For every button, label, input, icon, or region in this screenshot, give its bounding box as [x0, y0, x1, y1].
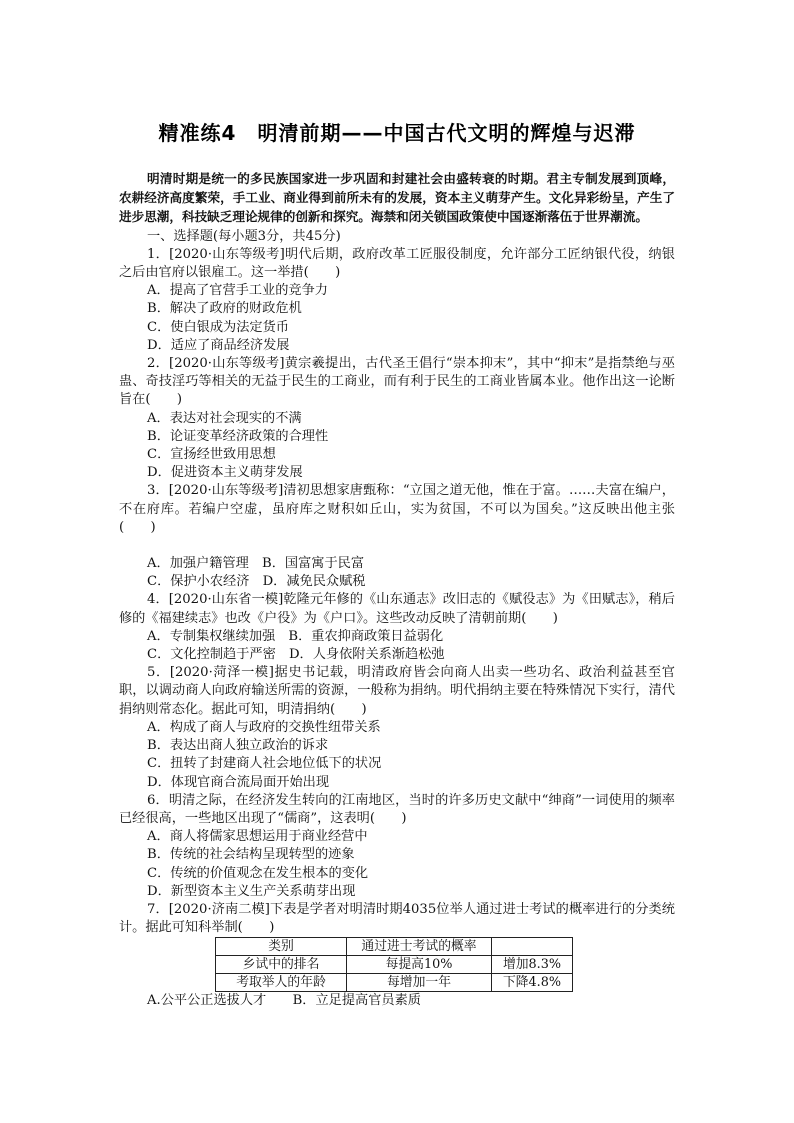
option-ab: A．专制集权继续加强 B．重农抑商政策日益弱化: [147, 628, 444, 644]
option-d: D．体现官商合流局面开始出现: [147, 774, 330, 790]
statistics-table: [215, 937, 573, 992]
option-a: A．构成了商人与政府的交换性纽带关系: [147, 719, 381, 735]
option-c: C．宣扬经世致用思想: [147, 447, 276, 463]
option-b: B．传统的社会结构呈现转型的迹象: [147, 847, 355, 863]
question-1: [119, 246, 675, 355]
question-2: [119, 355, 675, 482]
table-cell: 乡试中的排名: [216, 956, 347, 974]
spacer: [119, 537, 675, 555]
option-d: D．适应了商品经济发展: [147, 337, 290, 353]
option-cd: C．保护小农经济 D．减免民众赋税: [147, 574, 366, 590]
question-stem: 3．[2020·山东等级考]清初思想家唐甄称：“立国之道无他，惟在于富。……夫富在编户，不在府库。若编户空虚，虽府库之财积如丘山，实为贫国，不可以为国矣。”这反映出他主张( ): [119, 483, 675, 535]
question-stem: 5．[2020·菏泽一模]据史书记载，明清政府皆会向商人出卖一些功名、政治利益甚至官职，以调动商人向政府输送所需的资源，一般称为捐纳。明代捐纳主要在特殊情况下实行，清代捐纳则常态化。据此可知，明清捐纳( ): [119, 665, 675, 717]
table-cell: 考取举人的年龄: [216, 974, 347, 992]
option-c: C．使白银成为法定货币: [147, 319, 289, 335]
question-stem: 4．[2020·山东省一模]乾隆元年修的《山东通志》改旧志的《赋役志》为《田赋志》，稍后修的《福建续志》也改《户役》为《户口》。这些改动反映了清朝前期( ): [119, 592, 675, 626]
question-4: [119, 591, 675, 664]
table-header-cell: 通过进士考试的概率: [347, 938, 492, 956]
table-header-cell: [492, 938, 573, 956]
option-d: D．新型资本主义生产关系萌芽出现: [147, 883, 356, 899]
table-row: [216, 956, 573, 974]
option-a: A．提高了官营手工业的竞争力: [147, 283, 328, 299]
question-7: [119, 901, 675, 1011]
option-a: A．商人将儒家思想运用于商业经营中: [147, 829, 368, 845]
question-5: [119, 664, 675, 791]
option-c: C．扭转了封建商人社会地位低下的状况: [147, 756, 382, 772]
table-header-row: [216, 938, 573, 956]
option-ab: A.公平公正选拔人才 B．立足提高官员素质: [147, 993, 421, 1009]
option-c: C．传统的价值观念在发生根本的变化: [147, 865, 369, 881]
table-cell: 增加8.3%: [492, 956, 573, 974]
option-b: B．解决了政府的财政危机: [147, 301, 302, 317]
option-cd: C．文化控制趋于严密 D．人身依附关系渐趋松弛: [147, 647, 445, 663]
question-stem: 2．[2020·山东等级考]黄宗羲提出，古代圣王倡行“崇本抑末”，其中“抑末”是指禁绝与巫蛊、奇技淫巧等相关的无益于民生的工商业，而有利于民生的工商业皆属本业。他作出这一论断旨在( ): [119, 356, 675, 408]
question-6: [119, 792, 675, 901]
document-body: [119, 170, 675, 1011]
question-3: [119, 482, 675, 591]
question-stem: 6．明清之际，在经济发生转向的江南地区，当时的许多历史文献中“绅商”一词使用的频率已经很高，一些地区出现了“儒商”，这表明( ): [119, 792, 675, 826]
question-stem: 1．[2020·山东等级考]明代后期，政府改革工匠服役制度，允许部分工匠纳银代役，纳银之后由官府以银雇工。这一举措( ): [119, 246, 675, 281]
option-ab: A．加强户籍管理 B．国富寓于民富: [147, 556, 365, 572]
table-header-cell: 类别: [216, 938, 347, 956]
intro-paragraph: 明清时期是统一的多民族国家进一步巩固和封建社会由盛转衰的时期。君主专制发展到顶峰，农耕经济高度繁荣，手工业、商业得到前所未有的发展，资本主义萌芽产生。文化异彩纷呈，产生了进步思潮，科技缺乏理论规律的创新和探究。海禁和闭关锁国政策使中国逐渐落伍于世界潮流。: [119, 171, 675, 225]
option-a: A．表达对社会现实的不满: [147, 410, 302, 426]
question-stem: 7．[2020·济南二模]下表是学者对明清时期4035位举人通过进士考试的概率进行的分类统计。据此可知科举制( ): [119, 901, 675, 936]
table-cell: 每增加一年: [347, 974, 492, 992]
section-heading: 一、选择题(每小题3分，共45分): [147, 228, 341, 244]
table-row: [216, 974, 573, 992]
option-d: D．促进资本主义萌芽发展: [147, 465, 303, 481]
option-b: B．表达出商人独立政治的诉求: [147, 738, 329, 754]
table-cell: 每提高10%: [347, 956, 492, 974]
table-cell: 下降4.8%: [492, 974, 573, 992]
page-title: 精准练4 明清前期——中国古代文明的辉煌与迟滞: [158, 121, 636, 145]
option-b: B．论证变革经济政策的合理性: [147, 428, 329, 444]
